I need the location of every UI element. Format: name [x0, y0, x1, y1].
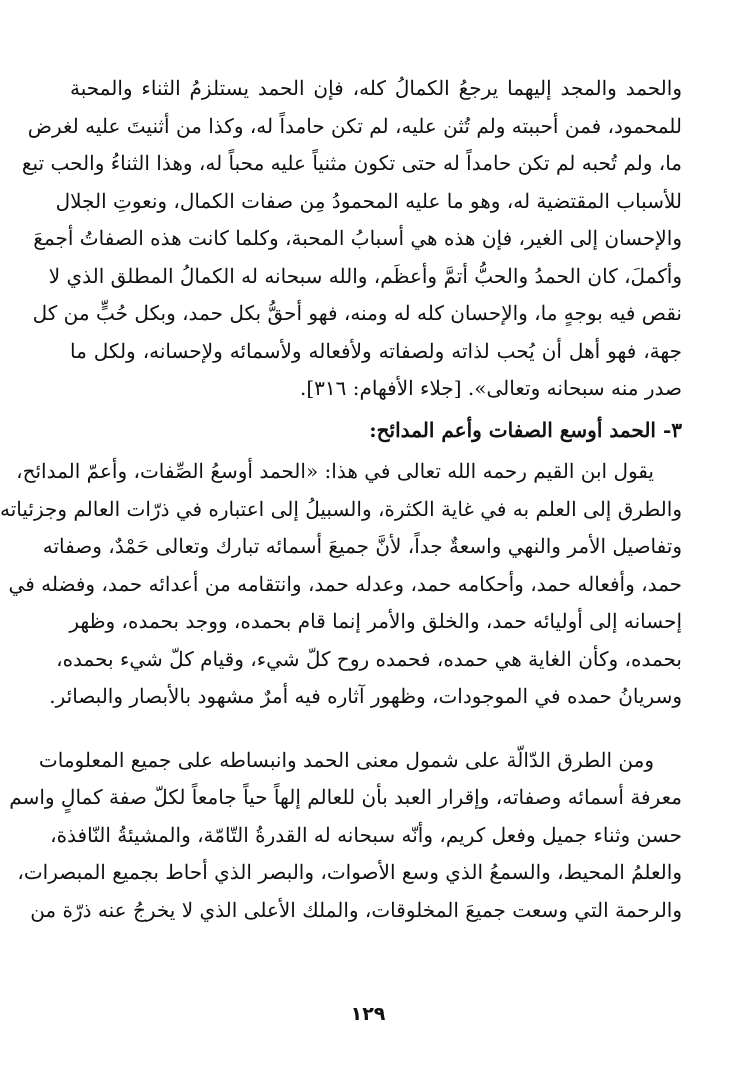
text-line: حمد، وأفعاله حمد، وأحكامه حمد، وعدله حمد، وانتقامه من أعدائه حمد، وفضله في	[8, 571, 682, 596]
text-line: وأكملَ، كان الحمدُ والحبُّ أتمَّ وأعظَم، والله سبحانه له الكمالُ المطلق الذي لا	[48, 263, 682, 288]
text-line: جهة، فهو أهل أن يُحب لذاته ولصفاته ولأفعاله ولأسمائه ولإحسانه، ولكل ما	[70, 338, 682, 363]
text-line: نقص فيه بوجهٍ ما، والإحسان كله له ومنه، فهو أحقُّ بكل حمد، وبكل حُبٍّ من كل	[32, 301, 682, 325]
text-line: إحسانه إلى أوليائه حمد، والخلق والأمر إنما قام بحمده، ووجد بحمده، وظهر	[69, 609, 682, 633]
text-line: بحمده، وكأن الغاية هي حمده، فحمده روح كلّ شيء، وقيام كلّ شيء بحمده،	[56, 646, 682, 671]
text-line: والإحسان إلى الغير، فإن هذه هي أسبابُ المحبة، وكلما كانت هذه الصفاتُ أجمعَ	[33, 226, 682, 250]
text-line: ما، ولم تُحبه لم تكن حامداً له حتى تكون مثنياً عليه محباً له، وهذا الثناءُ والحب تبع	[21, 151, 682, 175]
text-line: والحمد والمجد إليهما يرجعُ الكمالُ كله، فإن الحمد يستلزمُ الثناء والمحبة	[70, 76, 682, 100]
text-line: للمحمود، فمن أحببته ولم تُثن عليه، لم تكن حامداً له، وكذا من أثنيتَ عليه لغرض	[27, 113, 682, 138]
spacer	[70, 716, 682, 742]
text-line: معرفة أسمائه وصفاته، وإقرار العبد بأن للعالم إلهاً حياً جامعاً لكلّ صفة كمالٍ واسم	[9, 785, 682, 809]
paragraph-3	[9, 742, 682, 930]
text-line: والعلمُ المحيط، والسمعُ الذي وسع الأصوات، والبصر الذي أحاط بجميع المبصرات،	[17, 860, 682, 884]
page-body	[0, 70, 682, 929]
paragraph-2	[0, 453, 682, 716]
text-line: والطرق إلى العلم به في غاية الكثرة، والسبيلُ إلى اعتباره في ذرّات العالم وجزئياته	[0, 496, 682, 521]
section-heading: ٣- الحمد أوسع الصفات وأعم المدائح:	[369, 417, 682, 442]
text-line: حسن وثناء جميل وفعل كريم، وأنّه سبحانه له القدرةُ التّامّة، والمشيئةُ النّافذة،	[50, 822, 682, 847]
text-line: وسريانُ حمده في الموجودات، وظهور آثاره فيه أمرٌ مشهود بالأبصار والبصائر.	[49, 684, 682, 708]
text-line: يقول ابن القيم رحمه الله تعالى في هذا: «الحمد أوسعُ الصِّفات، وأعمّ المدائح،	[16, 459, 654, 483]
text-line: وتفاصيل الأمر والنهي واسعةٌ جداً، لأنَّ جميعَ أسمائه تبارك وتعالى حَمْدٌ، وصفاته	[42, 534, 682, 558]
text-line: والرحمة التي وسعت جميعَ المخلوقات، والملك الأعلى الذي لا يخرجُ عنه ذرّة من	[30, 897, 682, 922]
text-line: للأسباب المقتضية له، وهو ما عليه المحمودُ مِن صفات الكمال، ونعوتِ الجلال	[55, 188, 682, 213]
text-line: ومن الطرق الدّالّة على شمول معنى الحمد وانبساطه على جميع المعلومات	[38, 747, 654, 772]
page-number: ١٢٩	[350, 1003, 386, 1025]
text-line: صدر منه سبحانه وتعالى». [جلاء الأفهام: ٣١٦].	[299, 376, 682, 400]
paragraph-1	[21, 70, 682, 408]
